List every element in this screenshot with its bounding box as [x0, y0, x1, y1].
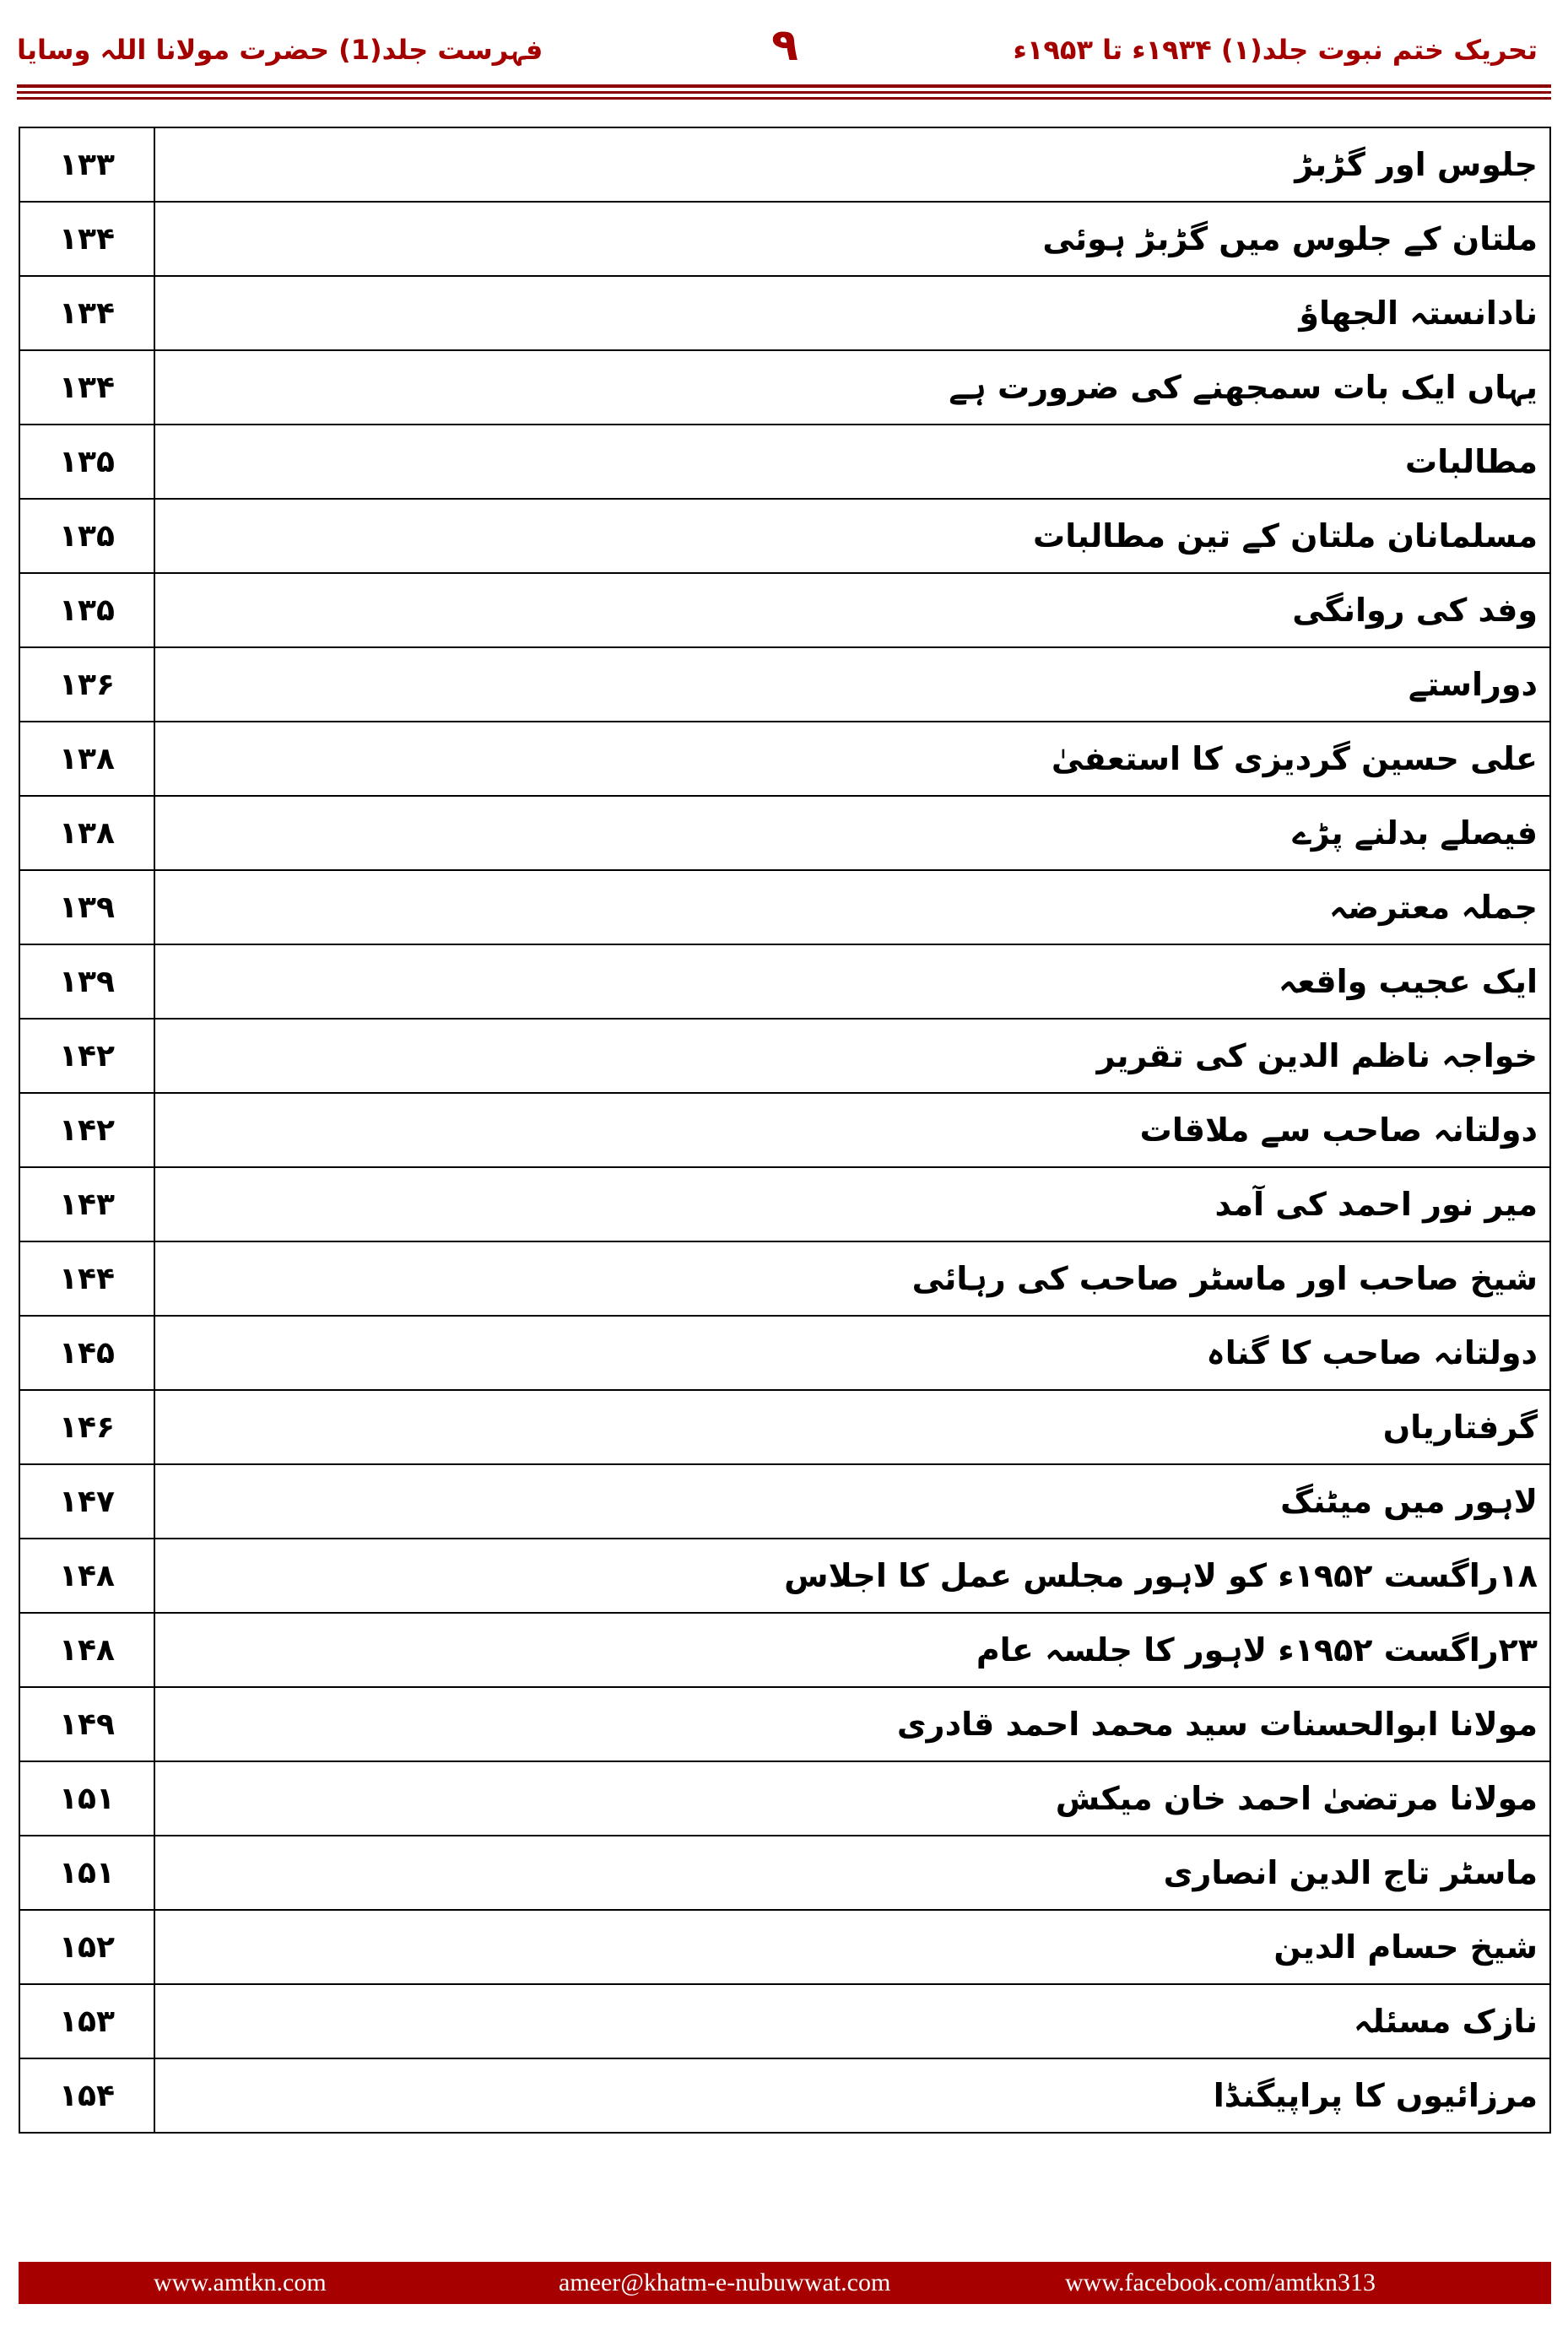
toc-entry-title: شیخ صاحب اور ماسٹر صاحب کی رہائی: [154, 1241, 1550, 1316]
toc-entry-title: نادانستہ الجھاؤ: [154, 276, 1550, 350]
header-rule-bottom: [17, 97, 1551, 100]
toc-row: [19, 1687, 1550, 1761]
toc-entry-title: میر نور احمد کی آمد: [154, 1167, 1550, 1241]
toc-page-number: ۱۳۵: [19, 425, 154, 499]
toc-entry-title: دولتانہ صاحب کا گناہ: [154, 1316, 1550, 1390]
toc-page-number: ۱۳۶: [19, 647, 154, 722]
toc-page-number: ۱۳۸: [19, 722, 154, 796]
toc-row: [19, 276, 1550, 350]
toc-row: [19, 573, 1550, 647]
toc-row: [19, 1464, 1550, 1539]
toc-row: [19, 1093, 1550, 1167]
toc-row: [19, 202, 1550, 276]
toc-page-number: ۱۵۱: [19, 1761, 154, 1836]
toc-entry-title: ایک عجیب واقعہ: [154, 944, 1550, 1019]
toc-row: [19, 1761, 1550, 1836]
toc-row: [19, 499, 1550, 573]
toc-page-number: ۱۵۱: [19, 1836, 154, 1910]
toc-row: [19, 2058, 1550, 2133]
header-volume-author: فہرست جلد(1) حضرت مولانا اللہ وسایا: [17, 34, 543, 66]
toc-row: [19, 1539, 1550, 1613]
toc-entry-title: جلوس اور گڑبڑ: [154, 127, 1550, 202]
toc-entry-title: شیخ حسام الدین: [154, 1910, 1550, 1984]
toc-entry-title: ۱۸راگست ۱۹۵۲ء کو لاہور مجلس عمل کا اجلاس: [154, 1539, 1550, 1613]
toc-page-number: ۱۵۴: [19, 2058, 154, 2133]
toc-page-number: ۱۳۳: [19, 127, 154, 202]
toc-page-number: ۱۴۳: [19, 1167, 154, 1241]
toc-page-number: ۱۳۵: [19, 573, 154, 647]
toc-entry-title: دولتانہ صاحب سے ملاقات: [154, 1093, 1550, 1167]
toc-entry-title: ماسٹر تاج الدین انصاری: [154, 1836, 1550, 1910]
toc-body: [19, 127, 1550, 2133]
page-footer: [19, 2262, 1551, 2304]
toc-row: [19, 870, 1550, 944]
header-rule-top: [17, 84, 1551, 88]
toc-row: [19, 1019, 1550, 1093]
toc-entry-title: ۲۳راگست ۱۹۵۲ء لاہور کا جلسہ عام: [154, 1613, 1550, 1687]
toc-page-number: ۱۴۴: [19, 1241, 154, 1316]
header-book-title: تحریک ختم نبوت جلد(۱) ۱۹۳۴ء تا ۱۹۵۳ء: [1013, 34, 1538, 66]
toc-page-number: ۱۴۶: [19, 1390, 154, 1464]
toc-entry-title: مرزائیوں کا پراپیگنڈا: [154, 2058, 1550, 2133]
toc-page-number: ۱۳۵: [19, 499, 154, 573]
toc-row: [19, 1316, 1550, 1390]
toc-row: [19, 1910, 1550, 1984]
toc-page-number: ۱۴۸: [19, 1539, 154, 1613]
toc-entry-title: مولانا مرتضیٰ احمد خان میکش: [154, 1761, 1550, 1836]
toc-page-number: ۱۴۸: [19, 1613, 154, 1687]
toc-row: [19, 1613, 1550, 1687]
toc-row: [19, 944, 1550, 1019]
toc-entry-title: لاہور میں میٹنگ: [154, 1464, 1550, 1539]
toc-entry-title: خواجہ ناظم الدین کی تقریر: [154, 1019, 1550, 1093]
toc-row: [19, 1984, 1550, 2058]
toc-page-number: ۱۴۹: [19, 1687, 154, 1761]
toc-page-number: ۱۴۲: [19, 1093, 154, 1167]
toc-page-number: ۱۵۲: [19, 1910, 154, 1984]
toc-row: [19, 1167, 1550, 1241]
table-of-contents: [19, 127, 1551, 2134]
toc-page-number: ۱۳۹: [19, 870, 154, 944]
toc-row: [19, 127, 1550, 202]
toc-entry-title: مولانا ابوالحسنات سید محمد احمد قادری: [154, 1687, 1550, 1761]
toc-entry-title: مطالبات: [154, 425, 1550, 499]
toc-row: [19, 796, 1550, 870]
toc-row: [19, 1836, 1550, 1910]
header-rule-middle: [17, 91, 1551, 94]
toc-row: [19, 1241, 1550, 1316]
toc-page-number: ۱۳۴: [19, 202, 154, 276]
toc-entry-title: مسلمانان ملتان کے تین مطالبات: [154, 499, 1550, 573]
toc-entry-title: علی حسین گردیزی کا استعفیٰ: [154, 722, 1550, 796]
page-number: ۹: [771, 20, 798, 71]
toc-entry-title: وفد کی روانگی: [154, 573, 1550, 647]
toc-page-number: ۱۴۲: [19, 1019, 154, 1093]
toc-page-number: ۱۳۴: [19, 350, 154, 425]
toc-entry-title: گرفتاریاں: [154, 1390, 1550, 1464]
toc-row: [19, 425, 1550, 499]
toc-page-number: ۱۳۹: [19, 944, 154, 1019]
toc-row: [19, 1390, 1550, 1464]
toc-page-number: ۱۵۳: [19, 1984, 154, 2058]
footer-facebook-link[interactable]: www.facebook.com/amtkn313: [1065, 2269, 1376, 2296]
footer-website-link[interactable]: www.amtkn.com: [154, 2269, 327, 2296]
toc-entry-title: دوراستے: [154, 647, 1550, 722]
footer-email-link[interactable]: ameer@khatm-e-nubuwwat.com: [559, 2269, 891, 2296]
toc-page-number: ۱۴۵: [19, 1316, 154, 1390]
toc-entry-title: فیصلے بدلنے پڑے: [154, 796, 1550, 870]
toc-entry-title: نازک مسئلہ: [154, 1984, 1550, 2058]
toc-page-number: ۱۳۸: [19, 796, 154, 870]
toc-entry-title: ملتان کے جلوس میں گڑبڑ ہوئی: [154, 202, 1550, 276]
toc-entry-title: یہاں ایک بات سمجھنے کی ضرورت ہے: [154, 350, 1550, 425]
toc-row: [19, 647, 1550, 722]
toc-page-number: ۱۳۴: [19, 276, 154, 350]
toc-page-number: ۱۴۷: [19, 1464, 154, 1539]
toc-row: [19, 350, 1550, 425]
toc-row: [19, 722, 1550, 796]
toc-entry-title: جملہ معترضہ: [154, 870, 1550, 944]
